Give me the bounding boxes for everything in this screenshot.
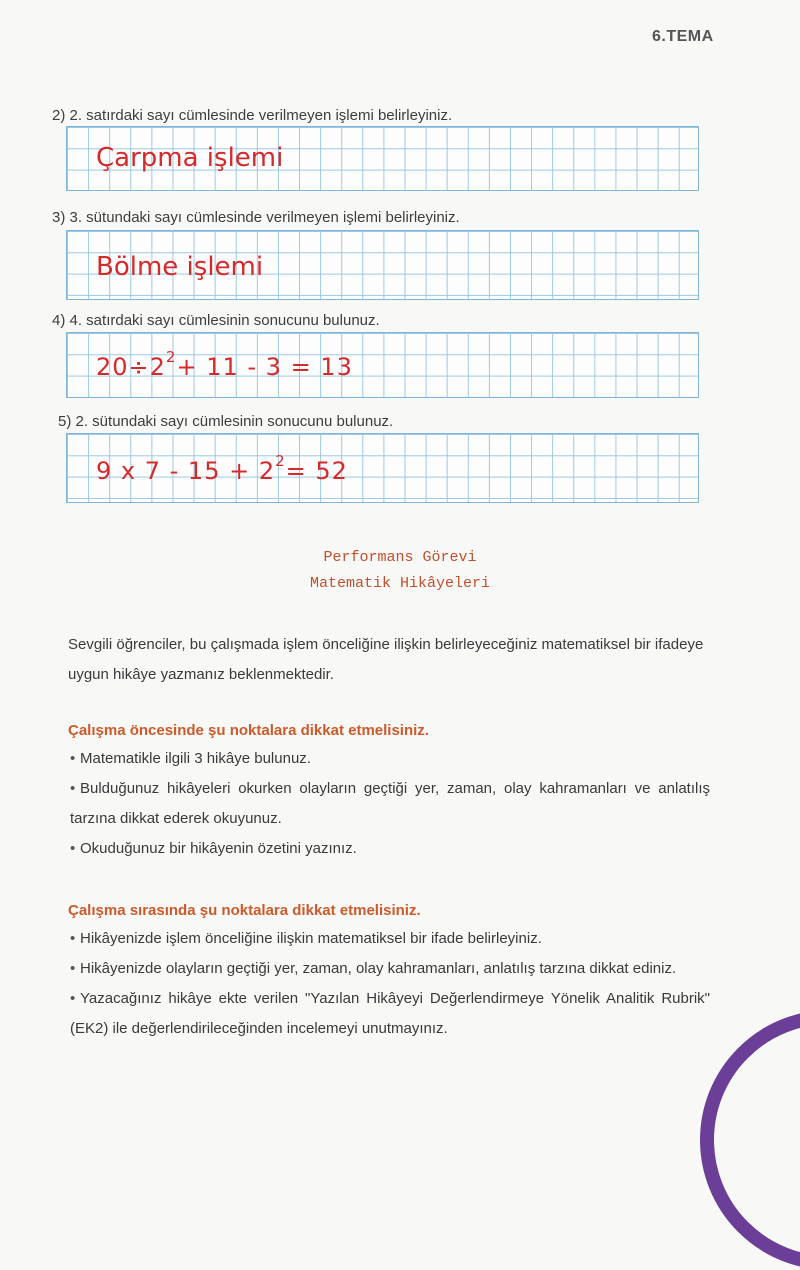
intro-paragraph: Sevgili öğrenciler, bu çalışmada işlem önceliğine ilişkin belirleyeceğiniz matematiksel bir ifadeye uygun hikâye yazmanız beklenmektedir. (68, 636, 704, 683)
during-heading: Çalışma sırasında şu noktalara dikkat etmelisiniz. (68, 902, 421, 919)
before-list (70, 744, 710, 864)
during-list (70, 924, 710, 1044)
performance-title-line2: Matematik Hikâyeleri (309, 575, 491, 592)
list-item: • Yazacağınız hikâye ekte verilen "Yazılan Hikâyeyi Değerlendirmeye Yönelik Analitik Rubrik" (EK2) ile değerlendirileceğinden incelemeyi unutmayınız. (70, 990, 710, 1037)
list-item: • Bulduğunuz hikâyeleri okurken olayların geçtiği yer, zaman, olay kahramanları ve anlatılış tarzına dikkat ederek okuyunuz. (70, 780, 710, 827)
question-5-prompt: 5) 2. sütundaki sayı cümlesinin sonucunu bulunuz. (58, 413, 394, 430)
list-item: • Hikâyenizde olayların geçtiği yer, zaman, olay kahramanları, anlatılış tarzına dikkat ediniz. (70, 960, 677, 977)
answer-5-expression (96, 452, 348, 485)
before-heading: Çalışma öncesinde şu noktalara dikkat etmelisiniz. (68, 722, 429, 739)
answer-5-rest: = 52 (285, 457, 348, 485)
list-item: • Matematikle ilgili 3 hikâye bulunuz. (70, 750, 311, 767)
answer-5-exponent: 2 (275, 452, 286, 470)
theme-label: 6.TEMA (652, 28, 714, 45)
decorative-arc (700, 1010, 800, 1270)
performance-title-line1: Performans Görevi (323, 549, 477, 566)
question-3-prompt: 3) 3. sütundaki sayı cümlesinde verilmeyen işlemi belirleyiniz. (52, 209, 460, 226)
list-item: • Okuduğunuz bir hikâyenin özetini yazınız. (70, 840, 357, 857)
answer-3-text: Bölme işlemi (96, 252, 264, 282)
question-4-prompt: 4) 4. satırdaki sayı cümlesinin sonucunu bulunuz. (52, 312, 380, 329)
list-item: • Hikâyenizde işlem önceliğine ilişkin matematiksel bir ifade belirleyiniz. (70, 930, 542, 947)
performance-title (0, 545, 800, 597)
answer-5-base: 9 x 7 - 15 + 2 (96, 457, 276, 485)
answer-4-base: 20÷2 (96, 353, 166, 381)
answer-4-rest: + 11 - 3 = 13 (176, 353, 353, 381)
answer-2-text: Çarpma işlemi (96, 143, 284, 173)
answer-4-exponent: 2 (165, 348, 177, 366)
question-2-prompt: 2) 2. satırdaki sayı cümlesinde verilmeyen işlemi belirleyiniz. (52, 107, 453, 124)
answer-4-expression (96, 348, 353, 381)
